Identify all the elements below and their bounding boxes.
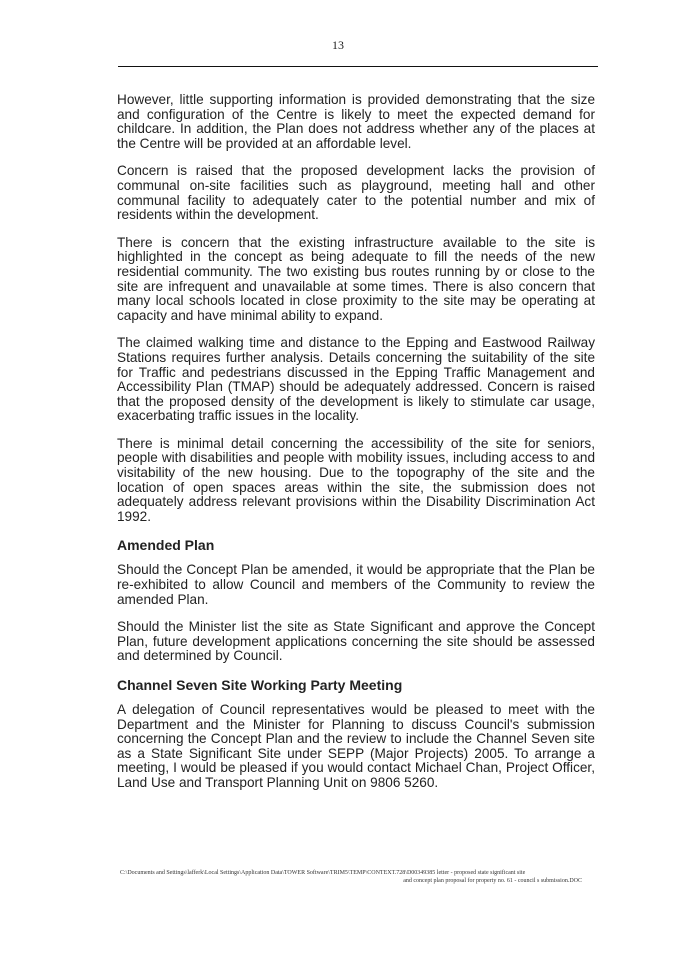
- paragraph-infrastructure: There is concern that the existing infrastructure available to the site is highlighted in the concept as being adequate to fill the needs of the new residential community. The two existing bus routes running by or close to the site are infrequent and unavailable at some times. There is also concern that many local schools located in close proximity to the site may be operating at capacity and have minimal ability to expand.: [117, 234, 595, 323]
- paragraph-state-significant: Should the Minister list the site as State Significant and approve the Concept Plan, future development applications concerning the site should be assessed and determined by Council.: [117, 619, 595, 664]
- header-rule: [118, 66, 598, 67]
- paragraph-accessibility: There is minimal detail concerning the accessibility of the site for seniors, people with disabilities and people with mobility issues, including access to and visitability of the new housing. Due to the topography of the site and the location of open spaces areas within the site, the submission does not adequately address relevant provisions within the Disability Discrimination Act 1992.: [117, 435, 595, 524]
- paragraph-communal-facilities: Concern is raised that the proposed development lacks the provision of communal on-site facilities such as playground, meeting hall and other communal facility to adequately cater to the potential number and mix of residents within the development.: [117, 163, 595, 223]
- footer-file-path: [120, 869, 582, 885]
- paragraph-traffic: The claimed walking time and distance to the Epping and Eastwood Railway Stations requires further analysis. Details concerning the suitability of the site for Traffic and pedestrians discussed in the Epping Traffic Management and Accessibility Plan (TMAP) should be adequately addressed. Concern is raised that the proposed density of the development is likely to stimulate car usage, exacerbating traffic issues in the locality.: [117, 335, 595, 424]
- paragraph-childcare: However, little supporting information is provided demonstrating that the size and configuration of the Centre is likely to meet the expected demand for childcare. In addition, the Plan does not address whether any of the places at the Centre will be provided at an affordable level.: [117, 92, 595, 151]
- paragraph-re-exhibit: Should the Concept Plan be amended, it would be appropriate that the Plan be re-exhibited to allow Council and members of the Community to review the amended Plan.: [117, 562, 595, 607]
- paragraph-meeting: A delegation of Council representatives would be pleased to meet with the Department and the Minister for Planning to discuss Council's submission concerning the Concept Plan and the review to include the Channel Seven site as a State Significant Site under SEPP (Major Projects) 2005. To arrange a meeting, I would be pleased if you would contact Michael Chan, Project Officer, Land Use and Transport Planning Unit on 9806 5260.: [117, 702, 595, 790]
- heading-amended-plan: Amended Plan: [117, 537, 215, 554]
- footer-path-line-1: C:\Documents and Settings\lafferk\Local Settings\Application Data\TOWER Software\TRIM5\TEMP\CONTEXT.728\D00349385 letter - proposed state significant site: [120, 870, 526, 876]
- document-body: [117, 93, 595, 804]
- heading-working-party: Channel Seven Site Working Party Meeting: [117, 677, 403, 693]
- footer-path-line-2: and concept plan proposal for property no. 61 - council s submission.DOC: [403, 878, 582, 884]
- page-number: 13: [332, 38, 344, 52]
